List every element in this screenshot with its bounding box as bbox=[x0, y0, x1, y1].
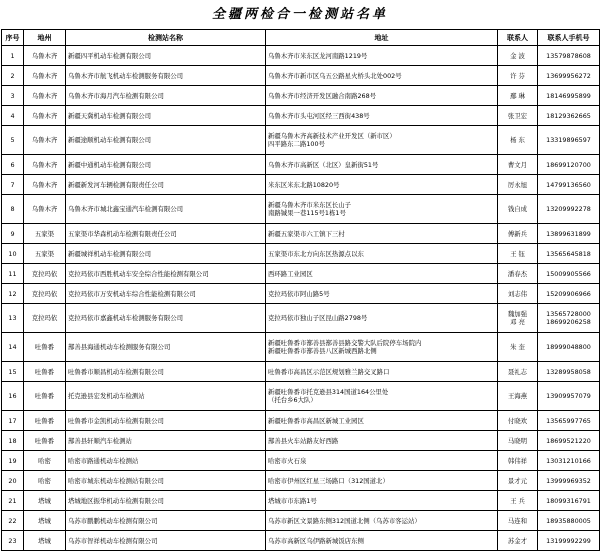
cell-contact bbox=[498, 304, 538, 333]
cell-address bbox=[266, 471, 498, 491]
cell-address bbox=[266, 106, 498, 126]
cell-contact-line: 厉永旭 bbox=[507, 180, 528, 189]
cell-address bbox=[266, 304, 498, 333]
cell-contact bbox=[498, 126, 538, 155]
cell-region: 乌鲁木齐 bbox=[24, 126, 66, 155]
cell-address bbox=[266, 126, 498, 155]
cell-phone-line: 13899631899 bbox=[546, 229, 591, 238]
table-row bbox=[2, 511, 600, 531]
cell-address-line: 新疆五家渠市六工镇下三村 bbox=[268, 229, 345, 238]
cell-address-line: 西环路工业园区 bbox=[268, 269, 313, 278]
cell-contact-line: 金 波 bbox=[510, 51, 525, 60]
cell-address-line: 克拉玛依市独山子区昆山路2798号 bbox=[268, 314, 368, 322]
cell-region: 克拉玛依 bbox=[24, 284, 66, 304]
cell-phone bbox=[538, 362, 600, 382]
cell-address-line: 乌鲁木齐市高新区（北区）皇新街51号 bbox=[268, 160, 379, 169]
cell-no: 14 bbox=[2, 333, 24, 362]
cell-address bbox=[266, 66, 498, 86]
cell-phone bbox=[538, 531, 600, 551]
table-row bbox=[2, 284, 600, 304]
cell-phone bbox=[538, 431, 600, 451]
cell-address bbox=[266, 531, 498, 551]
table-row bbox=[2, 471, 600, 491]
cell-phone-line: 15209906966 bbox=[546, 289, 591, 298]
cell-phone bbox=[538, 126, 600, 155]
cell-station-name: 鄯善县海通机动车检测服务有限公司 bbox=[66, 333, 266, 362]
cell-phone-line: 18699521220 bbox=[546, 436, 591, 445]
table-row bbox=[2, 175, 600, 195]
table-header-row bbox=[2, 30, 600, 46]
cell-station-name: 乌苏市鹏鹏机动车检测有限公司 bbox=[66, 511, 266, 531]
cell-no: 1 bbox=[2, 46, 24, 66]
cell-address-line: 新疆吐鲁番市托克逊县314国道164公里处 bbox=[268, 388, 389, 396]
cell-phone-line: 13209992278 bbox=[546, 205, 591, 213]
cell-no: 3 bbox=[2, 86, 24, 106]
cell-address-line: 新疆吐鲁番市高昌区新城工业园区 bbox=[268, 416, 364, 425]
cell-address-line: 南路铖果一巷115号1栋1号 bbox=[268, 209, 346, 217]
table-row bbox=[2, 491, 600, 511]
cell-address-line: 新疆乌鲁木齐高新技术产业开发区（新市区） bbox=[268, 132, 396, 140]
cell-station-name: 新疆途顺机动车检测有限公司 bbox=[66, 126, 266, 155]
cell-phone bbox=[538, 411, 600, 431]
cell-no: 22 bbox=[2, 511, 24, 531]
table-row bbox=[2, 244, 600, 264]
cell-contact-line: 景才元 bbox=[507, 476, 528, 485]
table-row bbox=[2, 411, 600, 431]
cell-no: 17 bbox=[2, 411, 24, 431]
cell-region: 哈密 bbox=[24, 451, 66, 471]
cell-address-line: 五家渠市东北方向东区热源点以东 bbox=[268, 249, 364, 258]
cell-station-name: 新疆城祥机动车检测有限公司 bbox=[66, 244, 266, 264]
cell-phone bbox=[538, 155, 600, 175]
cell-contact bbox=[498, 224, 538, 244]
cell-region: 乌鲁木齐 bbox=[24, 175, 66, 195]
cell-no: 15 bbox=[2, 362, 24, 382]
cell-contact bbox=[498, 155, 538, 175]
header-phone: 联系人手机号 bbox=[538, 30, 600, 46]
cell-station-name: 吐鲁番市金凯机动车检测有限公司 bbox=[66, 411, 266, 431]
cell-phone-line: 18699120700 bbox=[546, 160, 591, 169]
cell-phone-line: 13999969352 bbox=[546, 476, 591, 485]
cell-address bbox=[266, 362, 498, 382]
header-region: 地州 bbox=[24, 30, 66, 46]
cell-address bbox=[266, 491, 498, 511]
cell-address-line: 新疆吐鲁番市鄯善县八区新城西路北侧 bbox=[268, 347, 377, 355]
cell-address bbox=[266, 382, 498, 411]
cell-address bbox=[266, 195, 498, 224]
cell-phone bbox=[538, 86, 600, 106]
cell-phone bbox=[538, 471, 600, 491]
header-station-name: 检测站名称 bbox=[66, 30, 266, 46]
cell-station-name: 哈密市城东机动车检测站有限公司 bbox=[66, 471, 266, 491]
cell-contact bbox=[498, 264, 538, 284]
cell-address-line: 乌鲁木齐市米东区龙河南路1219号 bbox=[268, 51, 368, 60]
cell-phone bbox=[538, 66, 600, 86]
table-row bbox=[2, 264, 600, 284]
table-row bbox=[2, 362, 600, 382]
cell-region: 吐鲁番 bbox=[24, 333, 66, 362]
cell-address-line: 四平路东二路100号 bbox=[268, 140, 325, 148]
cell-contact-line: 张卫宏 bbox=[507, 111, 528, 120]
cell-contact bbox=[498, 411, 538, 431]
cell-contact bbox=[498, 284, 538, 304]
cell-region: 乌鲁木齐 bbox=[24, 86, 66, 106]
cell-address-line: 米东区米东北路10820号 bbox=[268, 180, 340, 189]
cell-no: 12 bbox=[2, 284, 24, 304]
cell-address-line: 新疆乌鲁木齐市米东区长山子 bbox=[268, 201, 352, 209]
cell-station-name: 吐鲁番市顺昌机动车检测有限公司 bbox=[66, 362, 266, 382]
cell-address bbox=[266, 244, 498, 264]
table-row bbox=[2, 304, 600, 333]
header-contact: 联系人 bbox=[498, 30, 538, 46]
cell-contact bbox=[498, 244, 538, 264]
cell-contact-line: 许 芬 bbox=[510, 71, 525, 80]
cell-contact-line: 鄢 琳 bbox=[510, 91, 525, 100]
table-row bbox=[2, 195, 600, 224]
cell-phone-line: 13909957079 bbox=[546, 392, 591, 400]
cell-region: 吐鲁番 bbox=[24, 411, 66, 431]
cell-address bbox=[266, 411, 498, 431]
cell-station-name: 乌苏市智祥机动车检测有限公司 bbox=[66, 531, 266, 551]
table-row bbox=[2, 106, 600, 126]
cell-station-name: 新疆天冀机动车检测有限公司 bbox=[66, 106, 266, 126]
cell-contact-line: 苏金才 bbox=[507, 536, 528, 545]
cell-phone bbox=[538, 224, 600, 244]
cell-region: 塔城 bbox=[24, 531, 66, 551]
cell-no: 21 bbox=[2, 491, 24, 511]
cell-contact bbox=[498, 382, 538, 411]
cell-region: 五家渠 bbox=[24, 224, 66, 244]
cell-phone-line: 15009905566 bbox=[546, 269, 591, 278]
cell-station-name: 五家渠市华森机动车检测有限责任公司 bbox=[66, 224, 266, 244]
cell-address bbox=[266, 264, 498, 284]
cell-contact bbox=[498, 451, 538, 471]
cell-no: 11 bbox=[2, 264, 24, 284]
cell-contact bbox=[498, 175, 538, 195]
cell-phone-line: 13289958058 bbox=[546, 367, 591, 376]
cell-contact-line: 王海燕 bbox=[507, 392, 528, 400]
cell-no: 10 bbox=[2, 244, 24, 264]
cell-contact-line: 钱自成 bbox=[507, 205, 528, 213]
cell-region: 克拉玛依 bbox=[24, 264, 66, 284]
cell-station-name: 托克逊县宏发机动车检测站 bbox=[66, 382, 266, 411]
cell-no: 19 bbox=[2, 451, 24, 471]
cell-contact-line: 曹文月 bbox=[507, 160, 528, 169]
cell-phone bbox=[538, 264, 600, 284]
cell-address bbox=[266, 284, 498, 304]
cell-contact-line: 杨 东 bbox=[510, 136, 525, 144]
cell-region: 哈密 bbox=[24, 471, 66, 491]
cell-region: 五家渠 bbox=[24, 244, 66, 264]
cell-phone bbox=[538, 244, 600, 264]
cell-contact bbox=[498, 531, 538, 551]
cell-contact-line: 邓 亮 bbox=[510, 318, 525, 326]
cell-station-name: 哈密市路通机动车检测站 bbox=[66, 451, 266, 471]
cell-contact-line: 韩伟祥 bbox=[507, 456, 528, 465]
table-row bbox=[2, 66, 600, 86]
cell-phone bbox=[538, 382, 600, 411]
cell-station-name: 乌鲁木齐市海月汽车检测有限公司 bbox=[66, 86, 266, 106]
cell-station-name: 鄯善县轩顺汽车检测站 bbox=[66, 431, 266, 451]
cell-contact bbox=[498, 471, 538, 491]
table-row bbox=[2, 126, 600, 155]
cell-contact-line: 马晓明 bbox=[507, 436, 528, 445]
cell-phone bbox=[538, 284, 600, 304]
cell-address bbox=[266, 451, 498, 471]
cell-no: 7 bbox=[2, 175, 24, 195]
cell-contact bbox=[498, 491, 538, 511]
cell-contact bbox=[498, 66, 538, 86]
cell-address-line: 乌苏市高新区乌伊路新城饭店东侧 bbox=[268, 536, 364, 545]
cell-phone bbox=[538, 491, 600, 511]
cell-station-name: 克拉玛依市西胜机动车安全综合性能检测有限公司 bbox=[66, 264, 266, 284]
cell-address-line: 哈密市火石泉 bbox=[268, 456, 307, 465]
cell-contact-line: 傅新兵 bbox=[507, 229, 528, 238]
cell-region: 吐鲁番 bbox=[24, 382, 66, 411]
cell-address-line: 乌苏市新区文景路东侧312国道北侧（乌苏市客运站） bbox=[268, 516, 421, 525]
cell-no: 13 bbox=[2, 304, 24, 333]
stations-table bbox=[1, 29, 600, 551]
cell-address bbox=[266, 175, 498, 195]
table-row bbox=[2, 531, 600, 551]
cell-phone-line: 13031210166 bbox=[546, 456, 591, 465]
cell-phone bbox=[538, 333, 600, 362]
page-title: 全疆两检合一检测站名单 bbox=[211, 7, 388, 22]
cell-address-line: 乌鲁木齐市经济开发区融合南路268号 bbox=[268, 91, 377, 100]
cell-phone-line: 18099316791 bbox=[546, 496, 591, 505]
cell-address-line: 塔城市市东路1号 bbox=[268, 496, 317, 505]
cell-address-line: 哈密市伊州区红星三场路口（312国道北） bbox=[268, 476, 389, 485]
cell-region: 吐鲁番 bbox=[24, 362, 66, 382]
cell-phone-line: 18129362665 bbox=[546, 111, 591, 120]
cell-phone bbox=[538, 175, 600, 195]
cell-address bbox=[266, 333, 498, 362]
cell-region: 乌鲁木齐 bbox=[24, 66, 66, 86]
cell-no: 2 bbox=[2, 66, 24, 86]
cell-no: 5 bbox=[2, 126, 24, 155]
cell-region: 乌鲁木齐 bbox=[24, 106, 66, 126]
cell-region: 克拉玛依 bbox=[24, 304, 66, 333]
table-row bbox=[2, 86, 600, 106]
cell-phone bbox=[538, 451, 600, 471]
cell-contact bbox=[498, 46, 538, 66]
cell-phone-line: 13699956272 bbox=[546, 71, 591, 80]
cell-station-name: 新疆新发河车辆检测有限责任公司 bbox=[66, 175, 266, 195]
cell-station-name: 塔城地区振华机动车检测有限公司 bbox=[66, 491, 266, 511]
cell-phone-line: 13579878608 bbox=[546, 51, 591, 60]
cell-address-line: 乌鲁木齐市新市区乌五公路星火桥头北处002号 bbox=[268, 71, 402, 80]
cell-no: 9 bbox=[2, 224, 24, 244]
cell-contact bbox=[498, 431, 538, 451]
cell-station-name: 新疆四平机动车检测有限公司 bbox=[66, 46, 266, 66]
cell-no: 23 bbox=[2, 531, 24, 551]
cell-phone-line: 13565997765 bbox=[546, 416, 591, 425]
cell-address bbox=[266, 224, 498, 244]
cell-contact bbox=[498, 195, 538, 224]
cell-address-line: 鄯善县火车站路友好西路 bbox=[268, 436, 339, 445]
cell-contact-line: 魏加强 bbox=[507, 310, 528, 318]
cell-station-name: 乌鲁木齐市城北鑫宝通汽车检测有限公司 bbox=[66, 195, 266, 224]
cell-phone bbox=[538, 195, 600, 224]
cell-region: 塔城 bbox=[24, 511, 66, 531]
cell-phone-line: 18999048800 bbox=[546, 343, 591, 351]
cell-address bbox=[266, 431, 498, 451]
cell-address-line: 新疆吐鲁番市鄯善县鄯善县路交警大队后院停车场院内 bbox=[268, 339, 422, 347]
cell-phone-line: 18935880005 bbox=[546, 516, 591, 525]
cell-no: 6 bbox=[2, 155, 24, 175]
cell-station-name: 新疆中通机动车检测有限公司 bbox=[66, 155, 266, 175]
cell-station-name: 克拉玛依市嘉鑫机动车检测服务有限公司 bbox=[66, 304, 266, 333]
cell-no: 18 bbox=[2, 431, 24, 451]
cell-phone-line: 13319896597 bbox=[546, 136, 591, 144]
cell-phone-line: 18699206258 bbox=[546, 318, 591, 326]
cell-contact-line: 潘春杰 bbox=[507, 269, 528, 278]
cell-address-line: （托台乡6大队） bbox=[268, 396, 317, 404]
cell-station-name: 乌鲁木齐市航飞机动车检测服务有限公司 bbox=[66, 66, 266, 86]
cell-no: 4 bbox=[2, 106, 24, 126]
cell-phone bbox=[538, 46, 600, 66]
cell-phone-line: 13565728000 bbox=[546, 310, 591, 318]
cell-address bbox=[266, 46, 498, 66]
cell-no: 20 bbox=[2, 471, 24, 491]
table-row bbox=[2, 46, 600, 66]
cell-contact bbox=[498, 106, 538, 126]
cell-region: 乌鲁木齐 bbox=[24, 155, 66, 175]
cell-contact-line: 王 兵 bbox=[510, 496, 525, 505]
cell-address bbox=[266, 86, 498, 106]
cell-contact-line: 聂礼志 bbox=[507, 367, 528, 376]
cell-contact bbox=[498, 86, 538, 106]
cell-address bbox=[266, 155, 498, 175]
cell-region: 乌鲁木齐 bbox=[24, 195, 66, 224]
table-body bbox=[2, 46, 600, 551]
table-row bbox=[2, 333, 600, 362]
cell-address-line: 乌鲁木齐市头屯河区经三西街438号 bbox=[268, 111, 370, 120]
cell-contact bbox=[498, 511, 538, 531]
cell-contact-line: 朱 奎 bbox=[510, 343, 525, 351]
cell-phone-line: 13565645818 bbox=[546, 249, 591, 258]
cell-no: 16 bbox=[2, 382, 24, 411]
cell-phone-line: 14799136560 bbox=[546, 180, 591, 189]
cell-contact-line: 王 钰 bbox=[510, 249, 525, 258]
header-address: 地址 bbox=[266, 30, 498, 46]
cell-address-line: 克拉玛依市阿山路5号 bbox=[268, 289, 330, 298]
table-row bbox=[2, 382, 600, 411]
table-row bbox=[2, 431, 600, 451]
cell-contact bbox=[498, 362, 538, 382]
cell-phone bbox=[538, 511, 600, 531]
cell-region: 吐鲁番 bbox=[24, 431, 66, 451]
cell-address-line: 吐鲁番市高昌区示范区规划雅兰路交叉路口 bbox=[268, 367, 390, 376]
cell-contact bbox=[498, 333, 538, 362]
table-row bbox=[2, 155, 600, 175]
cell-address bbox=[266, 511, 498, 531]
header-no: 序号 bbox=[2, 30, 24, 46]
cell-phone-line: 13199992299 bbox=[546, 536, 591, 545]
cell-contact-line: 马连和 bbox=[507, 516, 528, 525]
cell-contact-line: 付晓欢 bbox=[507, 416, 528, 425]
cell-phone bbox=[538, 106, 600, 126]
cell-contact-line: 刘志伟 bbox=[507, 289, 528, 298]
cell-region: 乌鲁木齐 bbox=[24, 46, 66, 66]
cell-no: 8 bbox=[2, 195, 24, 224]
table-row bbox=[2, 224, 600, 244]
cell-phone bbox=[538, 304, 600, 333]
cell-phone-line: 18146995899 bbox=[546, 91, 591, 100]
cell-region: 塔城 bbox=[24, 491, 66, 511]
table-row bbox=[2, 451, 600, 471]
cell-station-name: 克拉玛依市万安机动车综合性能检测有限公司 bbox=[66, 284, 266, 304]
